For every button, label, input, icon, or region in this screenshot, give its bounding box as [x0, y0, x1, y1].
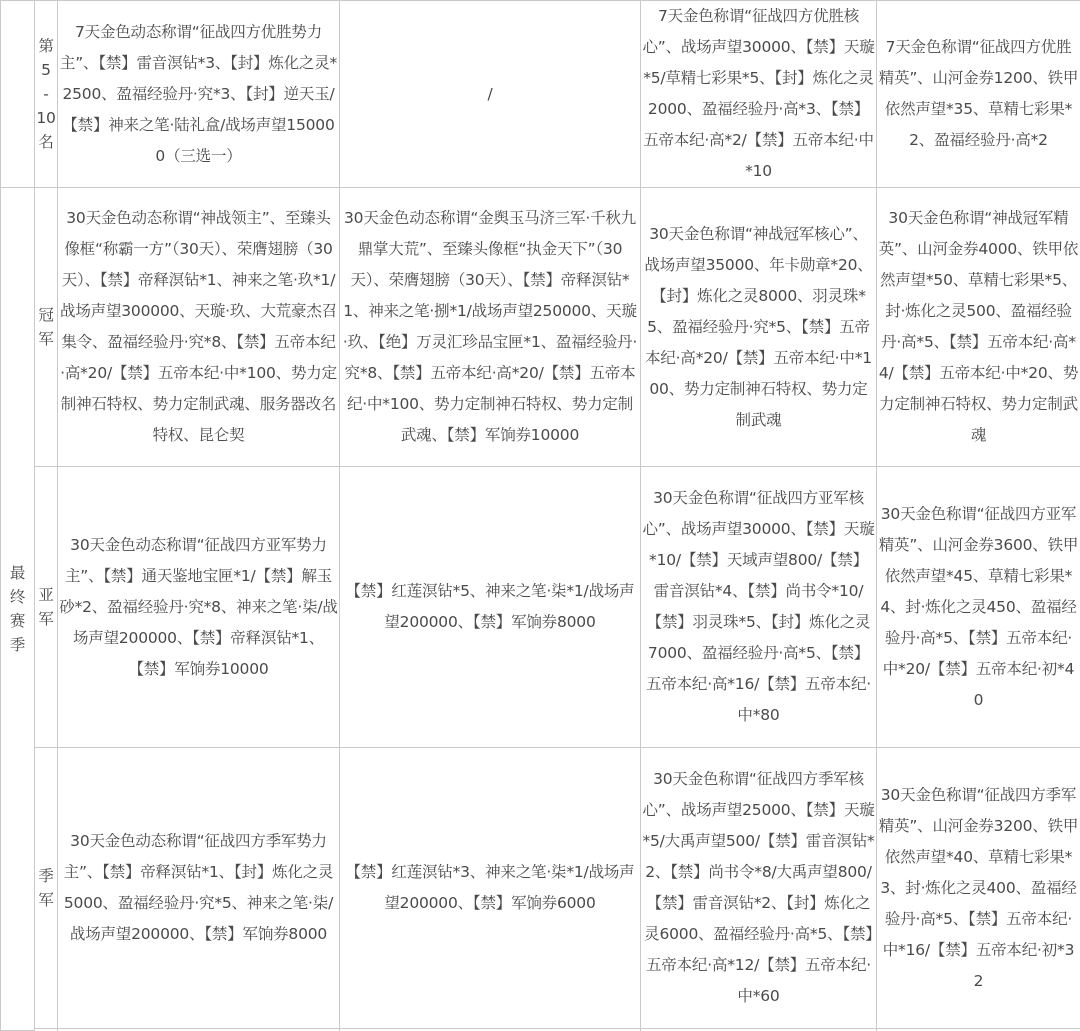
- rank-cell: 季 军: [35, 748, 58, 1029]
- reward-cell: 7天金色称谓“征战四方优胜核心”、战场声望30000、【禁】天璇*5/草精七彩果*5、【封】炼化之灵2000、盈福经验丹·高*3、【禁】五帝本纪·高*2/【禁】五帝本纪·中*10: [641, 1, 877, 188]
- reward-cell: 30天金色动态称谓“征战四方季军势力主”、【禁】帝释溟钻*1、【封】炼化之灵5000、盈福经验丹·究*5、神来之笔·柒/战场声望200000、【禁】军饷券8000: [58, 748, 340, 1029]
- reward-cell: 30天金色称谓“神战冠军核心”、战场声望35000、年卡勋章*20、【封】炼化之灵8000、羽灵珠*5、盈福经验丹·究*5、【禁】五帝本纪·高*20/【禁】五帝本纪·中*100、势力定制神石特权、势力定制武魂: [641, 188, 877, 467]
- reward-cell: 30天金色称谓“征战四方季军精英”、山河金券3200、铁甲依然声望*40、草精七彩果*3、封·炼化之灵400、盈福经验丹·高*5、【禁】五帝本纪·中*16/【禁】五帝本纪·初*32: [877, 748, 1080, 1029]
- table-row: [1, 188, 1080, 467]
- table-row: [1, 467, 1080, 748]
- table-row: [1, 1, 1080, 188]
- reward-cell: 30天金色动态称谓“神战领主”、至臻头像框“称霸一方”（30天）、荣膺翅膀（30天）、【禁】帝释溟钻*1、神来之笔·玖*1/战场声望300000、天璇·玖、大荒豪杰召集令、盈福经验丹·究*8、【禁】五帝本纪·高*20/【禁】五帝本纪·中*100、势力定制神石特权、势力定制武魂、服务器改名特权、昆仑契: [58, 188, 340, 467]
- group-cell-top: [1, 1, 35, 188]
- rank-cell: 亚 军: [35, 467, 58, 748]
- reward-cell: 【禁】红莲溟钻*3、神来之笔·柒*1/战场声望200000、【禁】军饷券6000: [340, 748, 641, 1029]
- reward-cell: 30天金色称谓“神战冠军精英”、山河金券4000、铁甲依然声望*50、草精七彩果*5、封·炼化之灵500、盈福经验丹·高*5、【禁】五帝本纪·高*4/【禁】五帝本纪·中*20、势力定制神石特权、势力定制武魂: [877, 188, 1080, 467]
- table-row: [1, 748, 1080, 1029]
- reward-cell: /: [340, 1, 641, 188]
- rank-cell: 第 5 - 10 名: [35, 1, 58, 188]
- rank-cell: 冠 军: [35, 188, 58, 467]
- reward-cell: 30天金色动态称谓“征战四方亚军势力主”、【禁】通天鉴地宝匣*1/【禁】解玉砂*2、盈福经验丹·究*8、神来之笔·柒/战场声望200000、【禁】帝释溟钻*1、【禁】军饷券10000: [58, 467, 340, 748]
- reward-cell: 30天金色称谓“征战四方季军核心”、战场声望25000、【禁】天璇*5/大禹声望500/【禁】雷音溟钻*2、【禁】尚书令*8/大禹声望800/【禁】雷音溟钻*2、【封】炼化之灵6000、盈福经验丹·高*5、【禁】五帝本纪·高*12/【禁】五帝本纪·中*60: [641, 748, 877, 1029]
- reward-cell: 30天金色称谓“征战四方亚军核心”、战场声望30000、【禁】天璇*10/【禁】天域声望800/【禁】雷音溟钻*4、【禁】尚书令*10/【禁】羽灵珠*5、【封】炼化之灵7000、盈福经验丹·高*5、【禁】五帝本纪·高*16/【禁】五帝本纪·中*80: [641, 467, 877, 748]
- reward-cell: 7天金色动态称谓“征战四方优胜势力主”、【禁】雷音溟钻*3、【封】炼化之灵*2500、盈福经验丹·究*3、【封】逆天玉/【禁】神来之笔·陆礼盒/战场声望150000（三选一）: [58, 1, 340, 188]
- group-label-cell: 最 终 赛 季: [1, 188, 35, 1031]
- reward-cell: 7天金色称谓“征战四方优胜精英”、山河金券1200、铁甲依然声望*35、草精七彩果*2、盈福经验丹·高*2: [877, 1, 1080, 188]
- reward-cell: 30天金色动态称谓“金舆玉马济三军·千秋九鼎掌大荒”、至臻头像框“执金天下”（30天）、荣膺翅膀（30天）、【禁】帝释溟钻*1、神来之笔·捌*1/战场声望250000、天璇·玖、【绝】万灵汇珍品宝匣*1、盈福经验丹·究*8、【禁】五帝本纪·高*20/【禁】五帝本纪·中*100、势力定制神石特权、势力定制武魂、【禁】军饷券10000: [340, 188, 641, 467]
- reward-cell: 30天金色称谓“征战四方亚军精英”、山河金券3600、铁甲依然声望*45、草精七彩果*4、封·炼化之灵450、盈福经验丹·高*5、【禁】五帝本纪·中*20/【禁】五帝本纪·初*40: [877, 467, 1080, 748]
- reward-cell: 【禁】红莲溟钻*5、神来之笔·柒*1/战场声望200000、【禁】军饷券8000: [340, 467, 641, 748]
